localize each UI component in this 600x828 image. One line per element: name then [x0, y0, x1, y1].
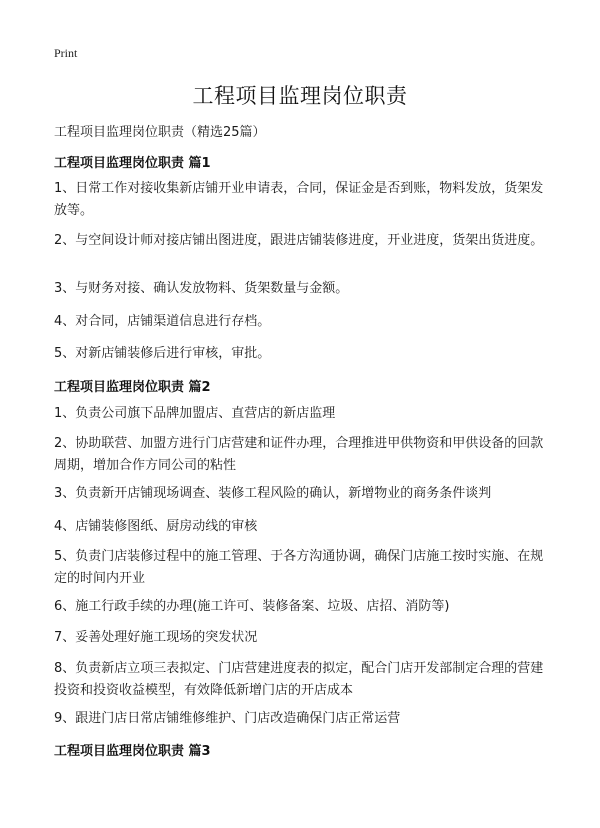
section-2-item-1: 1、负责公司旗下品牌加盟店、直营店的新店监理 [54, 406, 336, 421]
section-2-item-7: 7、妥善处理好施工现场的突发状况 [54, 630, 258, 645]
print-link[interactable]: Print [54, 46, 78, 60]
section-2-item-2: 2、协助联营、加盟方进行门店营建和证件办理，合理推进甲供物资和甲供设备的回款周期，增加合作方同公司的粘性 [54, 436, 544, 473]
section-2-item-8: 8、负责新店立项三表拟定、门店营建进度表的拟定，配合门店开发部制定合理的营建投资和投资收益模型，有效降低新增门店的开店成本 [54, 661, 544, 698]
section-2-item-6: 6、施工行政手续的办理(施工许可、装修备案、垃圾、店招、消防等) [54, 599, 450, 614]
section-1-item-2: 2、与空间设计师对接店铺出图进度，跟进店铺装修进度，开业进度，货架出货进度。 [54, 233, 544, 248]
section-2-item-9: 9、跟进门店日常店铺维修维护、门店改造确保门店正常运营 [54, 711, 401, 726]
section-heading-2: 工程项目监理岗位职责 篇2 [54, 380, 211, 395]
section-1-item-5: 5、对新店铺装修后进行审核，审批。 [54, 346, 271, 361]
section-heading-1: 工程项目监理岗位职责 篇1 [54, 156, 211, 171]
section-2-item-5: 5、负责门店装修过程中的施工管理、于各方沟通协调，确保门店施工按时实施、在规定的时间内开业 [54, 549, 544, 586]
section-2-item-4: 4、店铺装修图纸、厨房动线的审核 [54, 519, 258, 534]
section-1-item-4: 4、对合同，店铺渠道信息进行存档。 [54, 314, 271, 329]
page-title: 工程项目监理岗位职责 [192, 84, 408, 108]
document-subtitle: 工程项目监理岗位职责（精选25篇） [54, 125, 266, 140]
section-2-item-3: 3、负责新开店铺现场调查、装修工程风险的确认，新增物业的商务条件谈判 [54, 486, 492, 501]
section-1-item-3: 3、与财务对接、确认发放物料、货架数量与金额。 [54, 281, 349, 296]
section-heading-3: 工程项目监理岗位职责 篇3 [54, 744, 211, 759]
section-1-item-1: 1、日常工作对接收集新店铺开业申请表，合同，保证金是否到账，物料发放，货架发放等。 [54, 181, 544, 218]
